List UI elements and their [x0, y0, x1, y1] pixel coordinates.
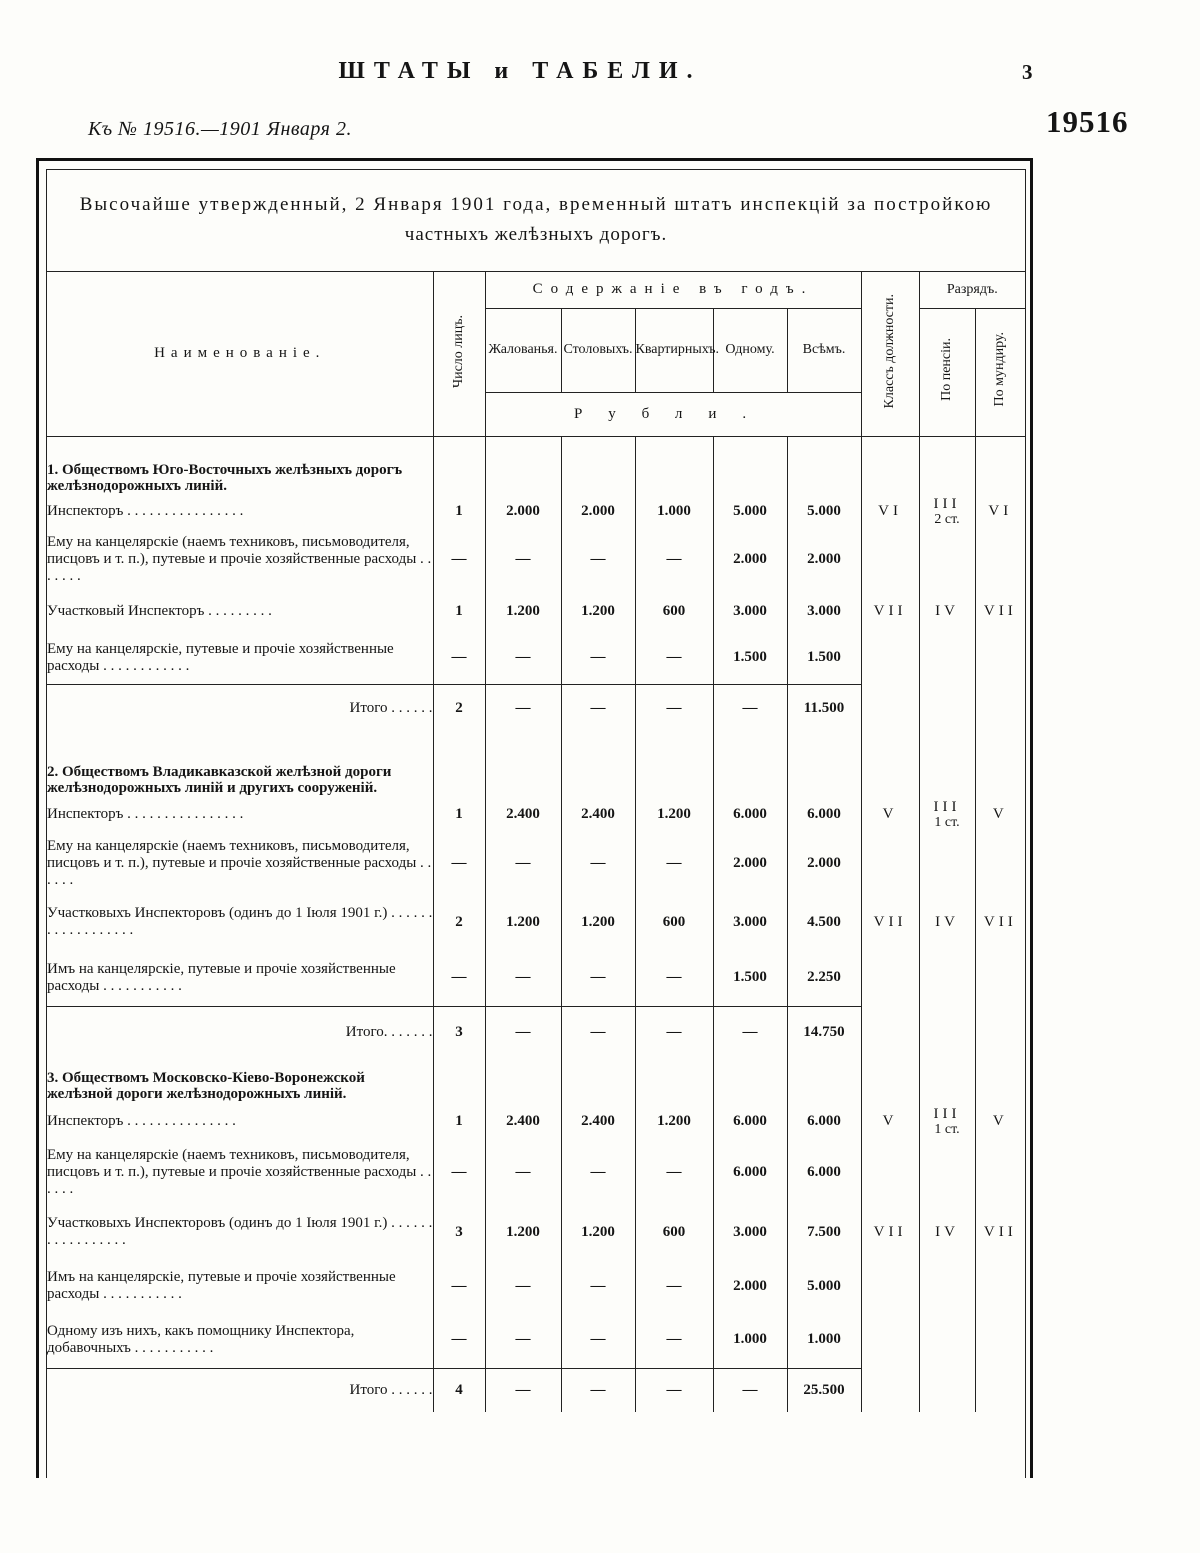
total-row: [47, 1368, 1025, 1412]
empty-cell: [975, 1368, 1025, 1412]
cell-quarters: —: [635, 632, 713, 684]
empty-cell: [975, 436, 1025, 494]
total-salary: —: [485, 1368, 561, 1412]
cell-class: VI: [861, 494, 919, 528]
cell-uniform: [975, 528, 1025, 590]
row-name: Участковыхъ Инспекторовъ (одинъ до 1 Іюля 1901 г.) . . . . . . . . . . . . . . . . . .: [47, 905, 433, 938]
cell-all: 6.000: [787, 1140, 861, 1204]
cell-all: 6.000: [787, 796, 861, 832]
cell-pension: [919, 494, 975, 528]
cell-all: 5.000: [787, 1260, 861, 1312]
total-quarters: —: [635, 1006, 713, 1058]
cell-salary: —: [485, 950, 561, 1006]
header-uniform: [975, 308, 1025, 436]
cell-pension: [919, 590, 975, 632]
table-title-line-1: Высочайше утвержденный, 2 Января 1901 года, временный штатъ инспекцій за постройкою: [79, 194, 993, 215]
cell-one: 2.000: [713, 1260, 787, 1312]
row-name: Имъ на канцелярскіе, путевые и прочіе хозяйственные расходы . . . . . . . . . . .: [47, 960, 396, 994]
cell-quarters: 600: [635, 590, 713, 632]
header-salary: Жалованья.: [485, 308, 561, 392]
cell-count: 1: [433, 494, 485, 528]
cell-pension: [919, 796, 975, 832]
empty-cell: [861, 1058, 919, 1102]
cell-one: 3.000: [713, 590, 787, 632]
empty-cell: [433, 732, 485, 796]
total-row: [47, 1006, 1025, 1058]
reference-line: Къ № 19516.—1901 Января 2.: [88, 118, 352, 140]
total-row: [47, 684, 1025, 732]
empty-cell: [485, 732, 561, 796]
section-title: 3. Обществомъ Московско-Кіево-Воронежской желѣзной дороги желѣзнодорожныхъ линій.: [47, 1070, 365, 1102]
cell-all: 1.500: [787, 632, 861, 684]
cell-one: 3.000: [713, 894, 787, 950]
cell-count: 1: [433, 1102, 485, 1140]
row-name: Одному изъ нихъ, какъ помощнику Инспектора, добавочныхъ . . . . . . . . . . .: [47, 1322, 355, 1356]
pension-rank: III: [933, 1105, 961, 1122]
cell-uniform: [975, 1140, 1025, 1204]
cell-salary: 1.200: [485, 894, 561, 950]
cell-table: 1.200: [561, 1204, 635, 1260]
cell-table: —: [561, 1260, 635, 1312]
cell-count: —: [433, 1312, 485, 1368]
section-title: 2. Обществомъ Владикавказской желѣзной дороги желѣзнодорожныхъ линій и другихъ сооруженій.: [47, 764, 392, 796]
section-title-row: [47, 436, 1025, 494]
row-name: Участковыхъ Инспекторовъ (одинъ до 1 Іюля 1901 г.) . . . . . . . . . . . . . . . . .: [47, 1215, 433, 1248]
total-count: 3: [433, 1006, 485, 1058]
cell-salary: —: [485, 1140, 561, 1204]
row-name: Инспекторъ . . . . . . . . . . . . . . . .: [47, 502, 244, 519]
cell-class: [861, 1312, 919, 1368]
total-one: —: [713, 1368, 787, 1412]
section-title-row: [47, 732, 1025, 796]
empty-cell: [861, 436, 919, 494]
cell-uniform: [975, 950, 1025, 1006]
empty-cell: [787, 436, 861, 494]
cell-one: 2.000: [713, 528, 787, 590]
cell-count: —: [433, 1140, 485, 1204]
empty-cell: [433, 1058, 485, 1102]
cell-uniform: VII: [975, 590, 1025, 632]
cell-uniform: V: [975, 796, 1025, 832]
cell-one: 6.000: [713, 1140, 787, 1204]
cell-class: [861, 832, 919, 894]
header-one: Одному.: [713, 308, 787, 392]
cell-uniform: VI: [975, 494, 1025, 528]
running-head: ШТАТЫ и ТАБЕЛИ.: [338, 58, 702, 84]
empty-cell: [919, 732, 975, 796]
cell-class: [861, 632, 919, 684]
row-name: Ему на канцелярскіе (наемъ техниковъ, письмоводителя, писцовъ и т. п.), путевые и прочіе хозяйственные расходы . . . . . . .: [47, 533, 432, 584]
cell-table: 1.200: [561, 590, 635, 632]
cell-quarters: —: [635, 832, 713, 894]
cell-table: 1.200: [561, 894, 635, 950]
empty-cell: [713, 732, 787, 796]
cell-salary: —: [485, 1260, 561, 1312]
table-title: [47, 170, 1025, 272]
header-class-label: Классъ должности.: [882, 294, 898, 409]
cell-uniform: [975, 832, 1025, 894]
total-all: 14.750: [787, 1006, 861, 1058]
cell-table: 2.400: [561, 796, 635, 832]
cell-table: —: [561, 1312, 635, 1368]
empty-cell: [919, 684, 975, 732]
cell-quarters: —: [635, 1312, 713, 1368]
cell-salary: —: [485, 528, 561, 590]
section-title: 1. Обществомъ Юго-Восточныхъ желѣзныхъ дорогъ желѣзнодорожныхъ линій.: [47, 462, 403, 494]
total-count: 2: [433, 684, 485, 732]
total-table: —: [561, 684, 635, 732]
cell-count: 1: [433, 796, 485, 832]
cell-one: 1.500: [713, 950, 787, 1006]
table-row: [47, 590, 1025, 632]
cell-table: 2.400: [561, 1102, 635, 1140]
empty-cell: [561, 732, 635, 796]
header-rubles: Рубли.: [485, 392, 861, 436]
cell-class: VII: [861, 1204, 919, 1260]
cell-all: 2.250: [787, 950, 861, 1006]
empty-cell: [919, 1368, 975, 1412]
table-row: [47, 1204, 1025, 1260]
staff-table: [47, 272, 1025, 1412]
cell-pension: [919, 1140, 975, 1204]
table-title-line-2: частныхъ желѣзныхъ дорогъ.: [404, 224, 668, 245]
empty-cell: [635, 436, 713, 494]
pension-rank: IV: [935, 913, 959, 930]
cell-pension: [919, 1312, 975, 1368]
empty-cell: [635, 1058, 713, 1102]
cell-table: —: [561, 1140, 635, 1204]
pension-note: 2 ст.: [934, 511, 960, 527]
header-table-money: Столовыхъ.: [561, 308, 635, 392]
table-row: [47, 1102, 1025, 1140]
cell-all: 1.000: [787, 1312, 861, 1368]
cell-uniform: [975, 1260, 1025, 1312]
header-quarters: Квартирныхъ.: [635, 308, 713, 392]
cell-quarters: —: [635, 1140, 713, 1204]
pension-rank: IV: [935, 1223, 959, 1240]
cell-quarters: 1.200: [635, 1102, 713, 1140]
empty-cell: [787, 732, 861, 796]
cell-table: —: [561, 528, 635, 590]
empty-cell: [975, 732, 1025, 796]
total-label: Итого. . . . . . .: [47, 1006, 433, 1058]
total-all: 25.500: [787, 1368, 861, 1412]
cell-count: 2: [433, 894, 485, 950]
table-frame: [36, 158, 1033, 1478]
law-number: 19516: [1046, 104, 1129, 139]
row-name: Ему на канцелярскіе (наемъ техниковъ, письмоводителя, писцовъ и т. п.), путевые и прочіе хозяйственные расходы . . . . . .: [47, 837, 432, 888]
cell-table: —: [561, 832, 635, 894]
header-count-label: Число лицъ.: [451, 314, 466, 388]
cell-count: —: [433, 832, 485, 894]
cell-one: 6.000: [713, 1102, 787, 1140]
total-quarters: —: [635, 684, 713, 732]
cell-pension: [919, 528, 975, 590]
header-rank-group: Разрядъ.: [919, 272, 1025, 308]
header-name: Наименованіе.: [47, 272, 433, 436]
cell-one: 1.000: [713, 1312, 787, 1368]
empty-cell: [561, 1058, 635, 1102]
table-row: [47, 1260, 1025, 1312]
cell-pension: [919, 1102, 975, 1140]
cell-all: 3.000: [787, 590, 861, 632]
header-pay-group: Содержаніе въ годъ.: [485, 272, 861, 308]
row-name: Участковый Инспекторъ . . . . . . . . .: [47, 602, 272, 619]
cell-class: [861, 950, 919, 1006]
total-label: Итого . . . . . .: [47, 684, 433, 732]
cell-uniform: VII: [975, 1204, 1025, 1260]
empty-cell: [919, 1006, 975, 1058]
empty-cell: [861, 732, 919, 796]
header-pension: [919, 308, 975, 436]
cell-one: 6.000: [713, 796, 787, 832]
cell-pension: [919, 1204, 975, 1260]
total-quarters: —: [635, 1368, 713, 1412]
cell-salary: 2.400: [485, 796, 561, 832]
empty-cell: [861, 1006, 919, 1058]
table-row: [47, 832, 1025, 894]
total-one: —: [713, 1006, 787, 1058]
header-row-1: [47, 272, 1025, 308]
total-table: —: [561, 1368, 635, 1412]
cell-table: —: [561, 632, 635, 684]
empty-cell: [919, 436, 975, 494]
cell-count: 1: [433, 590, 485, 632]
cell-quarters: 1.000: [635, 494, 713, 528]
cell-pension: [919, 1260, 975, 1312]
header-count: [433, 272, 485, 436]
total-count: 4: [433, 1368, 485, 1412]
empty-cell: [713, 436, 787, 494]
total-all: 11.500: [787, 684, 861, 732]
cell-quarters: —: [635, 950, 713, 1006]
row-name: Инспекторъ . . . . . . . . . . . . . . .: [47, 1112, 236, 1129]
cell-one: 1.500: [713, 632, 787, 684]
cell-salary: —: [485, 832, 561, 894]
header-uniform-label: По мундиру.: [992, 332, 1008, 407]
cell-table: —: [561, 950, 635, 1006]
row-name: Ему на канцелярскіе, путевые и прочіе хозяйственные расходы . . . . . . . . . . . .: [47, 640, 394, 674]
cell-count: 3: [433, 1204, 485, 1260]
cell-one: 5.000: [713, 494, 787, 528]
table-row: [47, 494, 1025, 528]
cell-quarters: 600: [635, 894, 713, 950]
empty-cell: [975, 1006, 1025, 1058]
empty-cell: [485, 436, 561, 494]
empty-cell: [561, 436, 635, 494]
empty-cell: [975, 684, 1025, 732]
pension-note: 1 ст.: [934, 814, 960, 830]
total-label: Итого . . . . . .: [47, 1368, 433, 1412]
cell-pension: [919, 894, 975, 950]
cell-all: 7.500: [787, 1204, 861, 1260]
cell-salary: 1.200: [485, 590, 561, 632]
cell-class: [861, 1260, 919, 1312]
empty-cell: [919, 1058, 975, 1102]
total-salary: —: [485, 684, 561, 732]
cell-count: —: [433, 632, 485, 684]
empty-cell: [787, 1058, 861, 1102]
cell-all: 4.500: [787, 894, 861, 950]
cell-table: 2.000: [561, 494, 635, 528]
empty-cell: [861, 1368, 919, 1412]
empty-cell: [485, 1058, 561, 1102]
cell-all: 2.000: [787, 528, 861, 590]
empty-cell: [861, 684, 919, 732]
header-all: Всѣмъ.: [787, 308, 861, 392]
pension-rank: III: [933, 495, 961, 512]
row-name: Инспекторъ . . . . . . . . . . . . . . . .: [47, 805, 244, 822]
table-row: [47, 632, 1025, 684]
cell-class: VII: [861, 590, 919, 632]
pension-rank: III: [933, 798, 961, 815]
cell-all: 5.000: [787, 494, 861, 528]
cell-salary: 2.000: [485, 494, 561, 528]
table-body: [47, 436, 1025, 1412]
total-one: —: [713, 684, 787, 732]
page-number: 3: [1022, 60, 1033, 84]
cell-quarters: —: [635, 1260, 713, 1312]
section-title-row: [47, 1058, 1025, 1102]
header-class: [861, 272, 919, 436]
cell-quarters: 600: [635, 1204, 713, 1260]
cell-uniform: [975, 1312, 1025, 1368]
row-name: Ему на канцелярскіе (наемъ техниковъ, письмоводителя, писцовъ и т. п.), путевые и прочіе хозяйственные расходы . . . . . .: [47, 1146, 432, 1197]
total-table: —: [561, 1006, 635, 1058]
empty-cell: [635, 732, 713, 796]
table-row: [47, 894, 1025, 950]
empty-cell: [713, 1058, 787, 1102]
cell-class: [861, 1140, 919, 1204]
cell-salary: —: [485, 1312, 561, 1368]
cell-quarters: —: [635, 528, 713, 590]
table-row: [47, 1140, 1025, 1204]
cell-all: 2.000: [787, 832, 861, 894]
cell-pension: [919, 832, 975, 894]
cell-salary: 2.400: [485, 1102, 561, 1140]
empty-cell: [975, 1058, 1025, 1102]
cell-pension: [919, 632, 975, 684]
row-name: Имъ на канцелярскіе, путевые и прочіе хозяйственные расходы . . . . . . . . . . .: [47, 1269, 396, 1302]
table-inner-frame: [46, 169, 1026, 1478]
pension-rank: IV: [935, 602, 959, 619]
cell-count: —: [433, 528, 485, 590]
table-row: [47, 1312, 1025, 1368]
cell-one: 3.000: [713, 1204, 787, 1260]
table-row: [47, 950, 1025, 1006]
header-pension-label: По пенсіи.: [939, 338, 955, 401]
cell-uniform: [975, 632, 1025, 684]
cell-quarters: 1.200: [635, 796, 713, 832]
cell-class: V: [861, 796, 919, 832]
cell-uniform: V: [975, 1102, 1025, 1140]
cell-salary: —: [485, 632, 561, 684]
cell-salary: 1.200: [485, 1204, 561, 1260]
pension-note: 1 ст.: [934, 1121, 960, 1137]
cell-class: VII: [861, 894, 919, 950]
cell-count: —: [433, 950, 485, 1006]
total-salary: —: [485, 1006, 561, 1058]
cell-all: 6.000: [787, 1102, 861, 1140]
table-row: [47, 796, 1025, 832]
table-row: [47, 528, 1025, 590]
cell-class: V: [861, 1102, 919, 1140]
cell-class: [861, 528, 919, 590]
cell-uniform: VII: [975, 894, 1025, 950]
cell-one: 2.000: [713, 832, 787, 894]
cell-pension: [919, 950, 975, 1006]
empty-cell: [433, 436, 485, 494]
cell-count: —: [433, 1260, 485, 1312]
